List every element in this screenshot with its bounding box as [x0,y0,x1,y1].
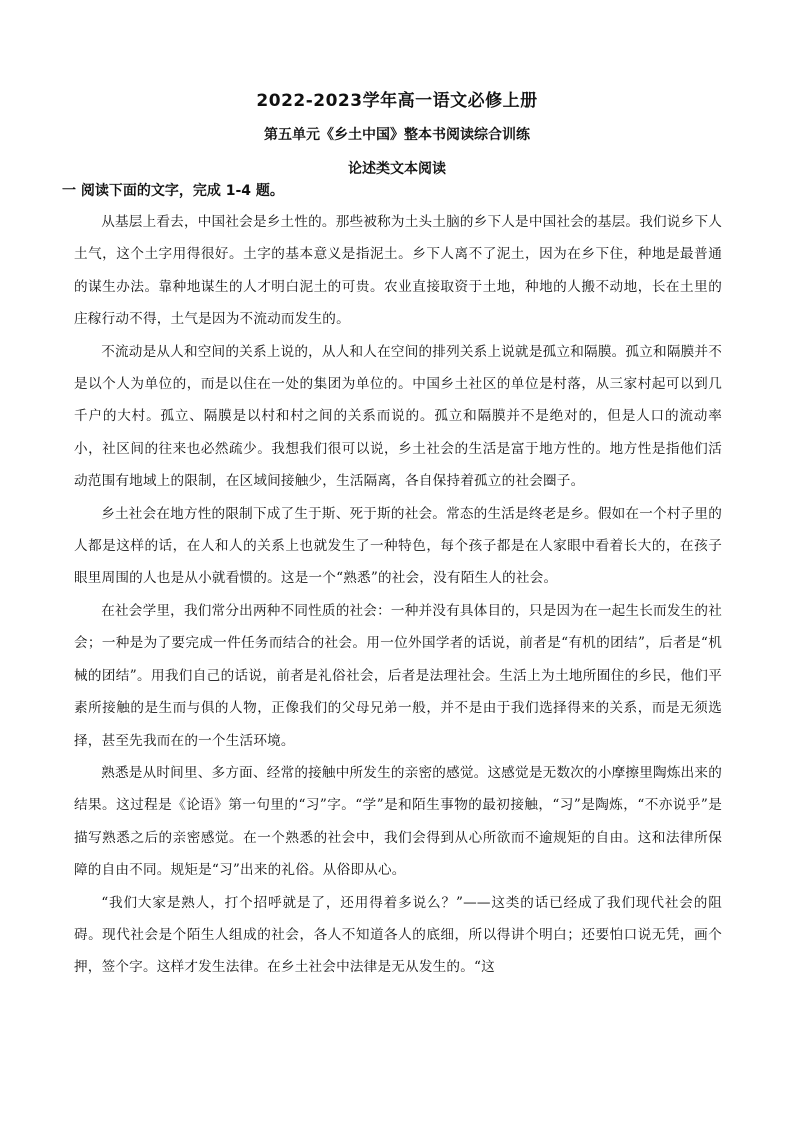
passage-paragraph: 乡土社会在地方性的限制下成了生于斯、死于斯的社会。常态的生活是终老是乡。假如在一个村子里的人都是这样的话，在人和人的关系上也就发生了一种特色，每个孩子都是在人家眼中看着长大的，在孩子眼里周围的人也是从小就看惯的。这是一个“熟悉”的社会，没有陌生人的社会。 [74,505,722,587]
passage-body [74,206,722,984]
passage-paragraph: 在社会学里，我们常分出两种不同性质的社会：一种并没有具体目的，只是因为在一起生长而发生的社会；一种是为了要完成一件任务而结合的社会。用一位外国学者的话说，前者是“有机的团结”，后者是“机械的团结”。用我们自己的话说，前者是礼俗社会，后者是法理社会。生活上为土地所囿住的乡民，他们平素所接触的是生而与俱的人物，正像我们的父母兄弟一般，并不是由于我们选择得来的关系，而是无须选择，甚至先我而在的一个生活环境。 [74,602,722,749]
unit-subtitle: 第五单元《乡土中国》整本书阅读综合训练 [264,127,530,143]
passage-paragraph: “我们大家是熟人，打个招呼就是了，还用得着多说么？”——这类的话已经成了我们现代社会的阻碍。现代社会是个陌生人组成的社会，各人不知道各人的底细，所以得讲个明白；还要怕口说无凭，画个押，签个字。这样才发生法律。在乡土社会中法律是无从发生的。“这 [74,894,722,976]
document-title: 2022-2023学年高一语文必修上册 [256,91,538,111]
passage-paragraph: 不流动是从人和空间的关系上说的，从人和人在空间的排列关系上说就是孤立和隔膜。孤立和隔膜并不是以个人为单位的，而是以住在一处的集团为单位的。中国乡土社区的单位是村落，从三家村起可以到几千户的大村。孤立、隔膜是以村和村之间的关系而说的。孤立和隔膜并不是绝对的，但是人口的流动率小，社区间的往来也必然疏少。我想我们很可以说，乡土社会的生活是富于地方性的。地方性是指他们活动范围有地域上的限制，在区域间接触少，生活隔离，各自保持着孤立的社会圈子。 [74,343,722,490]
passage-paragraph: 熟悉是从时间里、多方面、经常的接触中所发生的亲密的感觉。这感觉是无数次的小摩擦里陶炼出来的结果。这过程是《论语》第一句里的“习”字。“学”是和陌生事物的最初接触，“习”是陶炼，“不亦说乎”是描写熟悉之后的亲密感觉。在一个熟悉的社会中，我们会得到从心所欲而不逾规矩的自由。这和法律所保障的自由不同。规矩是“习”出来的礼俗。从俗即从心。 [74,764,722,879]
question-instruction: 一 阅读下面的文字，完成 1-4 题。 [62,183,284,199]
section-title: 论述类文本阅读 [348,161,446,177]
passage-paragraph: 从基层上看去，中国社会是乡土性的。那些被称为土头土脑的乡下人是中国社会的基层。我们说乡下人土气，这个土字用得很好。土字的基本意义是指泥土。乡下人离不了泥土，因为在乡下住，种地是最普通的谋生办法。靠种地谋生的人才明白泥土的可贵。农业直接取资于土地，种地的人搬不动地，长在土里的庄稼行动不得，土气是因为不流动而发生的。 [74,214,722,328]
